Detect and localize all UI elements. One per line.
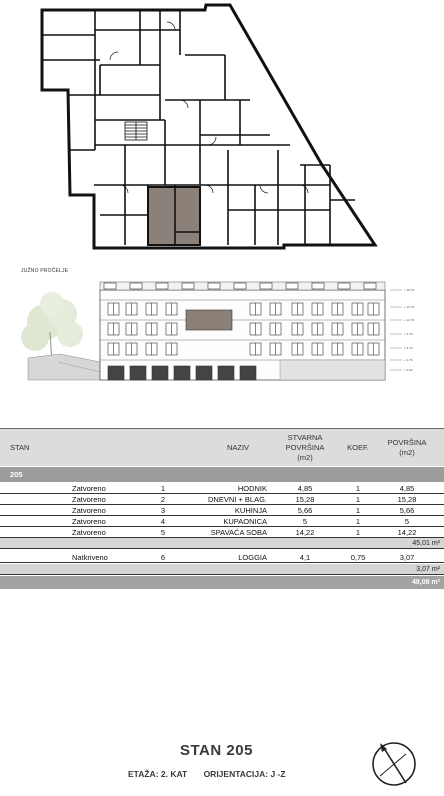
- table-header: [0, 428, 444, 466]
- covered-subtotal: 3,07 m²: [416, 565, 440, 573]
- header-koef: KOEF.: [347, 442, 369, 452]
- row-name: LOGGIA: [238, 552, 267, 562]
- roof-element: [286, 283, 298, 289]
- row-area: 5: [404, 516, 410, 526]
- level-mark: + 12.79: [404, 318, 415, 322]
- closed-subtotal: 45,01 m²: [412, 539, 440, 547]
- roof-element: [156, 283, 168, 289]
- table-row: [0, 494, 444, 505]
- row-status: Natkriveno: [72, 552, 108, 562]
- apartment-id: 205: [10, 470, 23, 479]
- roof-element: [338, 283, 350, 289]
- header-stvarna: [282, 429, 328, 466]
- row-status: Zatvoreno: [72, 505, 106, 515]
- ground-opening: [240, 366, 256, 380]
- header-stvarna-1: STVARNA: [287, 432, 323, 442]
- orientation-label: ORIJENTACIJA: J -Z: [203, 769, 286, 779]
- roof-element: [182, 283, 194, 289]
- apartment-205-highlight: [148, 187, 200, 245]
- row-status: Zatvoreno: [72, 494, 106, 504]
- row-name: HODNIK: [237, 483, 267, 493]
- total-area: 48,08 m²: [411, 579, 440, 586]
- level-mark: + 9.79: [404, 332, 413, 336]
- row-coef: 1: [355, 516, 361, 526]
- row-name: KUHINJA: [234, 505, 267, 515]
- roof-element: [208, 283, 220, 289]
- row-area: 14,22: [397, 527, 417, 537]
- header-stan: STAN: [10, 442, 30, 452]
- row-actual: 4,85: [297, 483, 313, 493]
- header-povrsina: [380, 429, 434, 466]
- apartment-205-elevation-highlight: [186, 310, 232, 330]
- elevation-caption: JUŽNO PROČELJE: [21, 268, 69, 274]
- header-stvarna-2: POVRŠINA: [285, 442, 325, 452]
- header-povrsina-2: (m2): [399, 447, 415, 457]
- covered-subtotal-row: [0, 564, 444, 575]
- row-name: SPAVAĆA SOBA: [210, 527, 267, 537]
- row-status: Zatvoreno: [72, 516, 106, 526]
- floor-plan: [0, 0, 444, 262]
- roof-element: [234, 283, 246, 289]
- row-area: 4,85: [399, 483, 415, 493]
- table-row: [0, 552, 444, 563]
- row-number: 4: [160, 516, 166, 526]
- ground-opening: [174, 366, 190, 380]
- row-actual: 15,28: [295, 494, 315, 504]
- table-row: [0, 516, 444, 527]
- row-area: 5,66: [399, 505, 415, 515]
- apartment-title: STAN 205: [180, 742, 253, 759]
- row-number: 3: [160, 505, 166, 515]
- floor-label: ETAŽA: 2. KAT: [128, 769, 188, 779]
- table-row: [0, 505, 444, 516]
- tree-icon: [21, 292, 83, 362]
- row-actual: 14,22: [295, 527, 315, 537]
- row-number: 5: [160, 527, 166, 537]
- total-row: [0, 576, 444, 589]
- roof-element: [260, 283, 272, 289]
- roof-element: [364, 283, 376, 289]
- row-actual: 4,1: [299, 552, 311, 562]
- row-area: 15,28: [397, 494, 417, 504]
- header-stvarna-3: (m2): [297, 452, 313, 462]
- ground-opening: [218, 366, 234, 380]
- level-mark: + 3.79: [404, 358, 413, 362]
- closed-subtotal-row: [0, 538, 444, 549]
- row-status: Zatvoreno: [72, 527, 106, 537]
- row-name: KUPAONICA: [223, 516, 267, 526]
- ground-opening: [108, 366, 124, 380]
- roof-element: [312, 283, 324, 289]
- roof-element: [130, 283, 142, 289]
- ground-opening: [152, 366, 168, 380]
- row-coef: 1: [355, 527, 361, 537]
- row-status: Zatvoreno: [72, 483, 106, 493]
- level-mark: + 6.79: [404, 346, 413, 350]
- header-naziv: NAZIV: [226, 442, 250, 452]
- row-coef: 1: [355, 505, 361, 515]
- roof-element: [104, 283, 116, 289]
- level-mark: + 18.79: [404, 288, 415, 292]
- row-coef: 0,75: [350, 552, 366, 562]
- row-actual: 5,66: [297, 505, 313, 515]
- apartment-meta: [128, 769, 300, 779]
- row-coef: 1: [355, 483, 361, 493]
- ground-opening: [196, 366, 212, 380]
- row-coef: 1: [355, 494, 361, 504]
- stairs-icon: [125, 122, 147, 140]
- ground-opening: [130, 366, 146, 380]
- row-area: 3,07: [399, 552, 415, 562]
- row-actual: 5: [302, 516, 308, 526]
- row-number: 2: [160, 494, 166, 504]
- south-elevation: [0, 262, 444, 424]
- table-row: [0, 483, 444, 494]
- header-povrsina-1: POVRŠINA: [387, 437, 427, 447]
- row-name: DNEVNI + BLAG.: [208, 494, 267, 504]
- level-mark: + 0.00: [404, 368, 413, 372]
- row-number: 1: [160, 483, 166, 493]
- compass-icon: [370, 740, 418, 788]
- level-mark: + 15.79: [404, 305, 415, 309]
- row-number: 6: [160, 552, 166, 562]
- apartment-group-row: [0, 467, 444, 482]
- table-row: [0, 527, 444, 538]
